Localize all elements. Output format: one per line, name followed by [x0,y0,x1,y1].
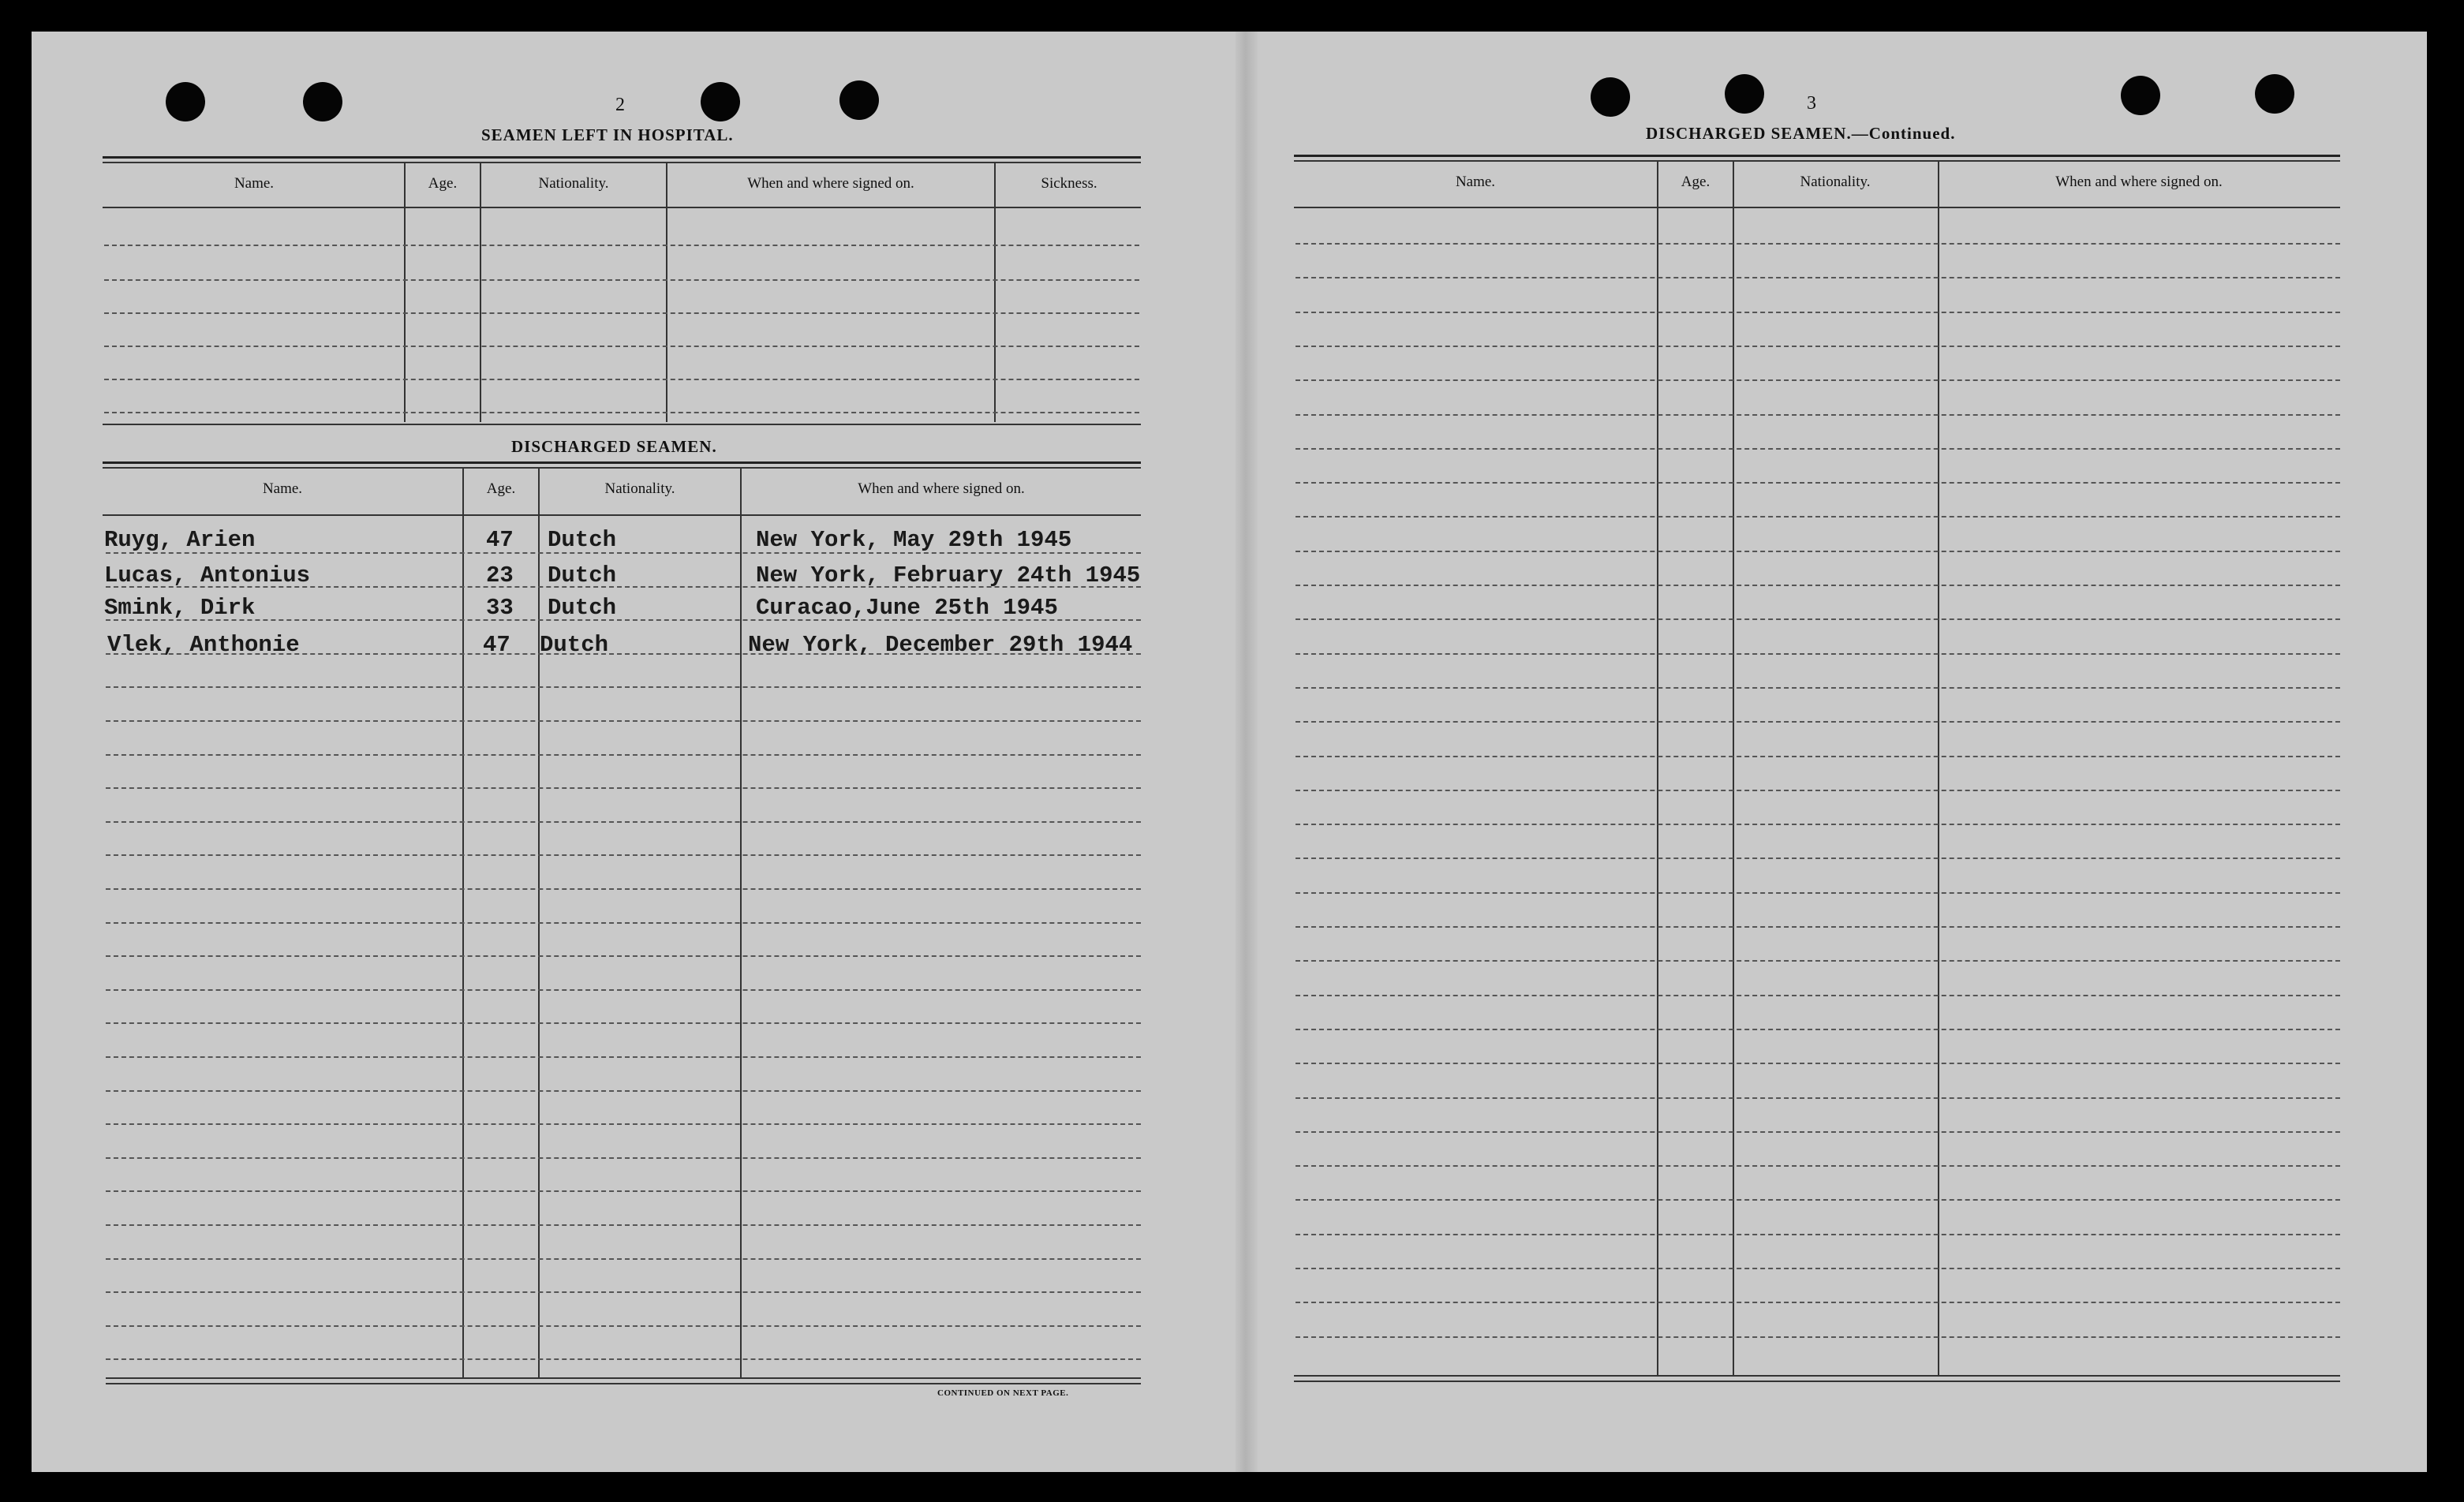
entry-line [104,279,1139,281]
entry-line [1296,482,2340,484]
entry-line [1296,721,2340,723]
entry-line [1296,790,2340,791]
punch-hole [166,82,205,121]
entry-line [1296,1063,2340,1064]
entry-line [106,1022,1141,1024]
entry-line [1296,414,2340,416]
entry-line [104,412,1139,413]
entry-line [106,922,1141,924]
punch-hole [303,82,342,121]
seaman-signed-on: New York, December 29th 1944 [748,632,1133,658]
entry-line [104,245,1139,246]
col-name-header: Name. [262,480,303,497]
entry-line [1296,653,2340,655]
continued-note: CONTINUED ON NEXT PAGE. [937,1388,1069,1398]
col-age-header: Age. [428,175,458,192]
entry-line [106,1325,1141,1327]
entry-line [1296,687,2340,689]
entry-line [106,787,1141,789]
entry-line [1296,551,2340,552]
seaman-age: 47 [483,632,510,658]
rule [1294,1381,2340,1382]
entry-line [1296,312,2340,313]
entry-line [1296,926,2340,928]
entry-line [1296,1336,2340,1338]
column-divider [994,163,996,422]
entry-line [106,1090,1141,1092]
entry-line [1296,585,2340,586]
entry-line [1296,892,2340,894]
entry-line [1296,960,2340,962]
seaman-age: 47 [486,527,514,553]
rule [1294,1375,2340,1377]
entry-line [1296,243,2340,245]
entry-line [1296,516,2340,517]
col-age-header: Age. [486,480,516,497]
right-section-title: DISCHARGED SEAMEN.—Continued. [1646,124,1956,143]
entry-line [1296,448,2340,450]
seaman-name: Vlek, Anthonie [107,632,300,658]
entry-line [106,1056,1141,1058]
seaman-signed-on: Curacao,June 25th 1945 [756,595,1058,621]
entry-line [1296,1268,2340,1269]
entry-line [1296,824,2340,825]
seaman-nationality: Dutch [548,527,617,553]
seaman-name: Ruyg, Arien [104,527,256,553]
hospital-section-title: SEAMEN LEFT IN HOSPITAL. [481,125,734,144]
entry-line [106,955,1141,957]
entry-line [1296,346,2340,347]
column-divider [480,163,481,422]
seaman-nationality: Dutch [540,632,609,658]
col-age-header: Age. [1681,174,1711,190]
entry-line [1296,1234,2340,1235]
col-name-header: Name. [1455,174,1496,190]
seaman-name: Smink, Dirk [104,595,256,621]
discharged-section-title: DISCHARGED SEAMEN. [511,437,717,456]
col-sickness-header: Sickness. [1041,175,1097,192]
col-signed-on-header: When and where signed on. [858,480,1025,497]
entry-line [1296,277,2340,278]
left-page-number: 2 [615,95,625,115]
entry-line [106,1190,1141,1192]
rule [1294,155,2340,157]
rule [103,424,1141,425]
entry-line [1296,1165,2340,1167]
rule [103,207,1141,208]
entry-line [106,989,1141,991]
center-fold [1236,32,1258,1472]
punch-hole [1725,74,1764,114]
rule [1294,207,2340,208]
entry-line [106,821,1141,823]
entry-line [1296,1199,2340,1201]
rule [103,467,1141,469]
seaman-nationality: Dutch [548,562,617,588]
seaman-signed-on: New York, February 24th 1945 [756,562,1141,588]
col-nationality-header: Nationality. [538,175,609,192]
entry-line [106,888,1141,890]
column-divider [1938,162,1939,1375]
col-name-header: Name. [234,175,275,192]
entry-line [106,854,1141,856]
column-divider [666,163,667,422]
entry-line [1296,995,2340,996]
rule [106,1383,1141,1384]
punch-hole [701,82,740,121]
entry-line [106,1258,1141,1260]
rule [1294,160,2340,162]
ledger-paper [32,32,2427,1472]
seaman-age: 23 [486,562,514,588]
col-signed-on-header: When and where signed on. [747,175,914,192]
col-signed-on-header: When and where signed on. [2055,174,2223,190]
col-nationality-header: Nationality. [1800,174,1871,190]
entry-line [1296,1302,2340,1303]
entry-line [106,720,1141,722]
entry-line [106,1291,1141,1293]
entry-line [104,312,1139,314]
entry-line [104,379,1139,380]
entry-line [1296,618,2340,620]
entry-line [1296,1097,2340,1099]
entry-line [106,1358,1141,1360]
entry-line [1296,1131,2340,1133]
punch-hole [839,80,879,120]
rule [103,156,1141,159]
seaman-age: 33 [486,595,514,621]
punch-hole [1591,77,1630,117]
rule [106,1377,1141,1379]
rule [103,461,1141,464]
entry-line [106,686,1141,688]
seaman-signed-on: New York, May 29th 1945 [756,527,1072,553]
entry-line [106,1123,1141,1125]
rule [103,514,1141,516]
column-divider [404,163,406,422]
entry-line [1296,1029,2340,1030]
entry-line [1296,857,2340,859]
entry-line [1296,379,2340,381]
entry-line [106,1224,1141,1226]
right-page-number: 3 [1807,93,1816,114]
punch-hole [2121,76,2160,115]
rule [103,162,1141,163]
column-divider [1657,162,1658,1375]
col-nationality-header: Nationality. [604,480,675,497]
entry-line [106,1157,1141,1159]
entry-line [106,754,1141,756]
entry-line [104,346,1139,347]
column-divider [1733,162,1734,1375]
punch-hole [2255,74,2294,114]
seaman-name: Lucas, Antonius [104,562,311,588]
entry-line [1296,756,2340,757]
seaman-nationality: Dutch [548,595,617,621]
